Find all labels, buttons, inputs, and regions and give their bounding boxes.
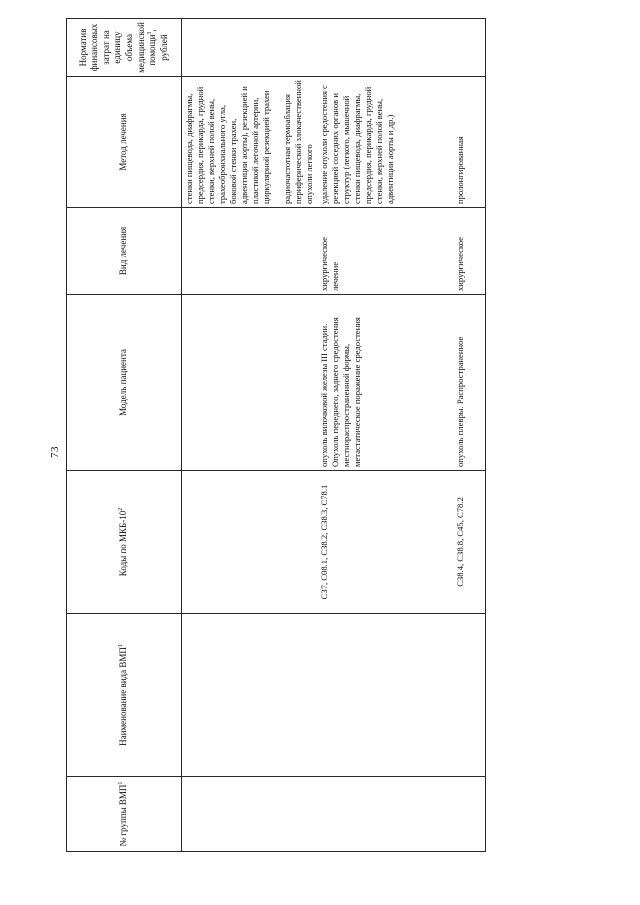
- table-row: [317, 19, 453, 852]
- cell-treatment-method: пролонгированная: [453, 77, 486, 208]
- cell-icd-codes: C38.4, C38.8, C45, C78.2: [453, 471, 486, 614]
- cell-group-number: [453, 777, 486, 852]
- cell-patient-model: [182, 295, 318, 471]
- header-icd-codes: Коды по МКБ-$10^2$: [67, 471, 182, 614]
- table-row: [182, 19, 318, 852]
- cell-vmp-name: [182, 614, 318, 777]
- cell-cost-norm: [317, 19, 453, 77]
- table-row: [453, 19, 486, 852]
- rotated-page-content: [66, 22, 634, 852]
- cell-cost-norm: [453, 19, 486, 77]
- header-patient-model: Модель пациента: [67, 295, 182, 471]
- cell-icd-codes: [182, 471, 318, 614]
- cell-patient-model: опухоль плевры. Распространенное: [453, 295, 486, 471]
- cell-icd-codes: C37, C08.1, C38.2, C38.3, C78.1: [317, 471, 453, 614]
- table-header-row: [67, 19, 182, 852]
- cell-treatment-kind: хирургическое лечение: [317, 208, 453, 295]
- cell-group-number: [182, 777, 318, 852]
- cell-patient-model: опухоль вилочковой железы III стадии. Опухоль переднего, заднего средостения местнораспространенной формы, метастатическое поражение средостения: [317, 295, 453, 471]
- cell-group-number: [317, 777, 453, 852]
- cell-treatment-method: [182, 77, 318, 208]
- cell-treatment-method: удаление опухоли средостения с резекцией соседних органов и структур (легкого, мышечной стенки пищевода, диафрагмы, предсердия, перикарда, грудной стенки, верхней полой вены, адвентиции аорты и др.): [317, 77, 453, 208]
- header-group-number: № группы ВМП$^1$: [67, 777, 182, 852]
- header-treatment-method: Метод лечения: [67, 77, 182, 208]
- header-treatment-kind: Вид лечения: [67, 208, 182, 295]
- header-vmp-name: Наименование вида ВМП$^1$: [67, 614, 182, 777]
- cell-vmp-name: [453, 614, 486, 777]
- treatment-table: [66, 18, 486, 852]
- method-text: радиочастотная термоаблация периферической злокачественной опухоли легкого: [282, 80, 314, 204]
- page-number: 73: [49, 446, 61, 458]
- cell-vmp-name: [317, 614, 453, 777]
- cell-cost-norm: [182, 19, 318, 77]
- cell-treatment-kind: хирургическое: [453, 208, 486, 295]
- method-text: стенки пищевода, диафрагмы, предсердия, перикарда, грудной стенки, верхней полой вены, трахеобронхиального угла, боковой стенки трахеи, адвентиции аорты), резекцией и пластикой легочной артерии, циркулярной резекцией трахеи: [184, 86, 271, 204]
- header-cost-norm: Норматив финансовых затрат на единицу объема медицинской помощи$^3$, рублей: [67, 19, 182, 77]
- cell-treatment-kind: [182, 208, 318, 295]
